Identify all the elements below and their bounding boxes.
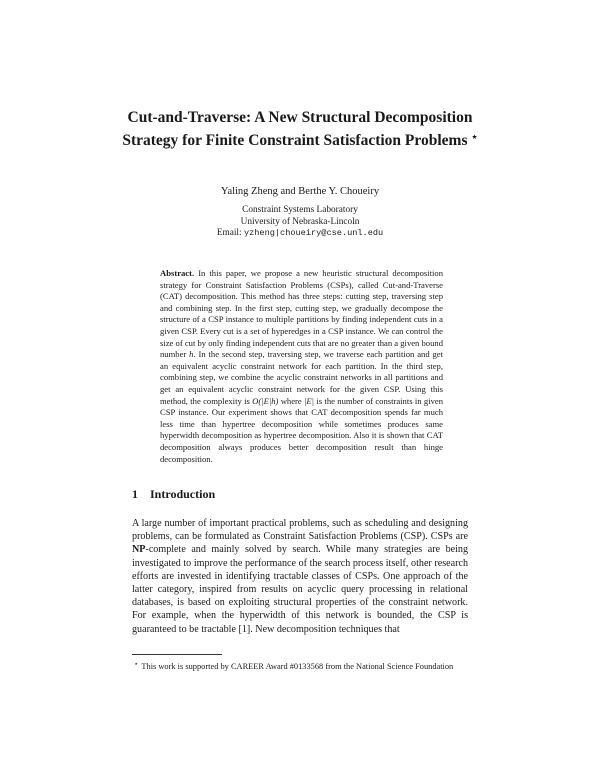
abstract-text-2: . In the second step, traversing step, we traverse each partition and get an equivalent acyclic constraint network for each partition. In the third step, combining step, we combine the acyclic constraint networks in all partitions and get an equivalent acyclic constraint network for the given CSP. Using this method, the complexity is	[160, 349, 443, 406]
paper-title	[100, 108, 500, 151]
affiliation-email-line	[100, 228, 500, 240]
intro-text-1: A large number of important practical problems, such as scheduling and designing problems, can be formulated as Constraint Satisfaction Problems (CSP). CSPs are	[132, 518, 468, 543]
intro-text-2: -complete and mainly solved by search. While many strategies are being investigated to improve the performance of the search process itself, other research efforts are invested in identifying tractable classes of CSPs. One approach of the latter category, inspired from results on acyclic query processing in relational databases, is based on exploiting structural properties of the constraint network. For example, when the hyperwidth of this network is bounded, the CSP is guaranteed to be tractable [1]. New decomposition techniques that	[132, 544, 468, 635]
paper-authors: Yaling Zheng and Berthe Y. Choueiry	[220, 186, 380, 197]
abstract-text-1: In this paper, we propose a new heuristic structural decomposition strategy for Constraint Satisfaction Problems (CSPs), called Cut-and-Traverse (CAT) decomposition. This method has three steps: cutting step, traversing step and combining step. In the first step, cutting step, we gradually decompose the structure of a CSP instance to multiple partitions by finding independent cuts in a given CSP. Every cut is a set of hyperedges in a CSP instance. We can control the size of cut by only finding independent cuts that are no greater than a given bound number	[160, 268, 443, 360]
intro-np: NP	[132, 544, 146, 556]
footnote	[132, 659, 472, 672]
section-heading	[132, 487, 215, 502]
author-affiliation	[100, 205, 500, 240]
email-address: yzheng|choueiry@cse.unl.edu	[243, 228, 384, 238]
section-title: Introduction	[150, 487, 216, 501]
abstract-complexity: O(|E|h)	[252, 395, 279, 406]
affiliation-university: University of Nebraska-Lincoln	[240, 216, 360, 227]
abstract-text-4: is the number of constraints in given CSP instance. Our experiment shows that CAT decomposition spends far much less time than hypertree decomposition while sometimes produces same hyperwidth decomposition as hypertree decomposition. Also it is shown that CAT decomposition always produces better decomposition result than hinge decomposition.	[160, 395, 444, 464]
affiliation-lab: Constraint Systems Laboratory	[242, 205, 358, 215]
abstract-text-3: where	[280, 395, 302, 406]
abstract-bound-symbol: h	[189, 349, 194, 360]
intro-paragraph	[132, 517, 468, 636]
footnote-text: This work is supported by CAREER Award #0133568 from the National Science Foundation	[141, 662, 454, 671]
title-footnote-mark: ⋆	[471, 132, 478, 143]
abstract	[160, 268, 443, 465]
footnote-divider	[132, 654, 222, 655]
section-number: 1	[132, 487, 138, 501]
abstract-edge-symbol: |E|	[304, 395, 315, 406]
abstract-label: Abstract.	[160, 268, 195, 278]
footnote-mark: ⋆	[134, 660, 139, 668]
email-label: Email:	[216, 228, 244, 238]
paper-title-text: Cut-and-Traverse: A New Structural Decomposition Strategy for Finite Constraint Satisfaction Problems	[122, 109, 473, 149]
